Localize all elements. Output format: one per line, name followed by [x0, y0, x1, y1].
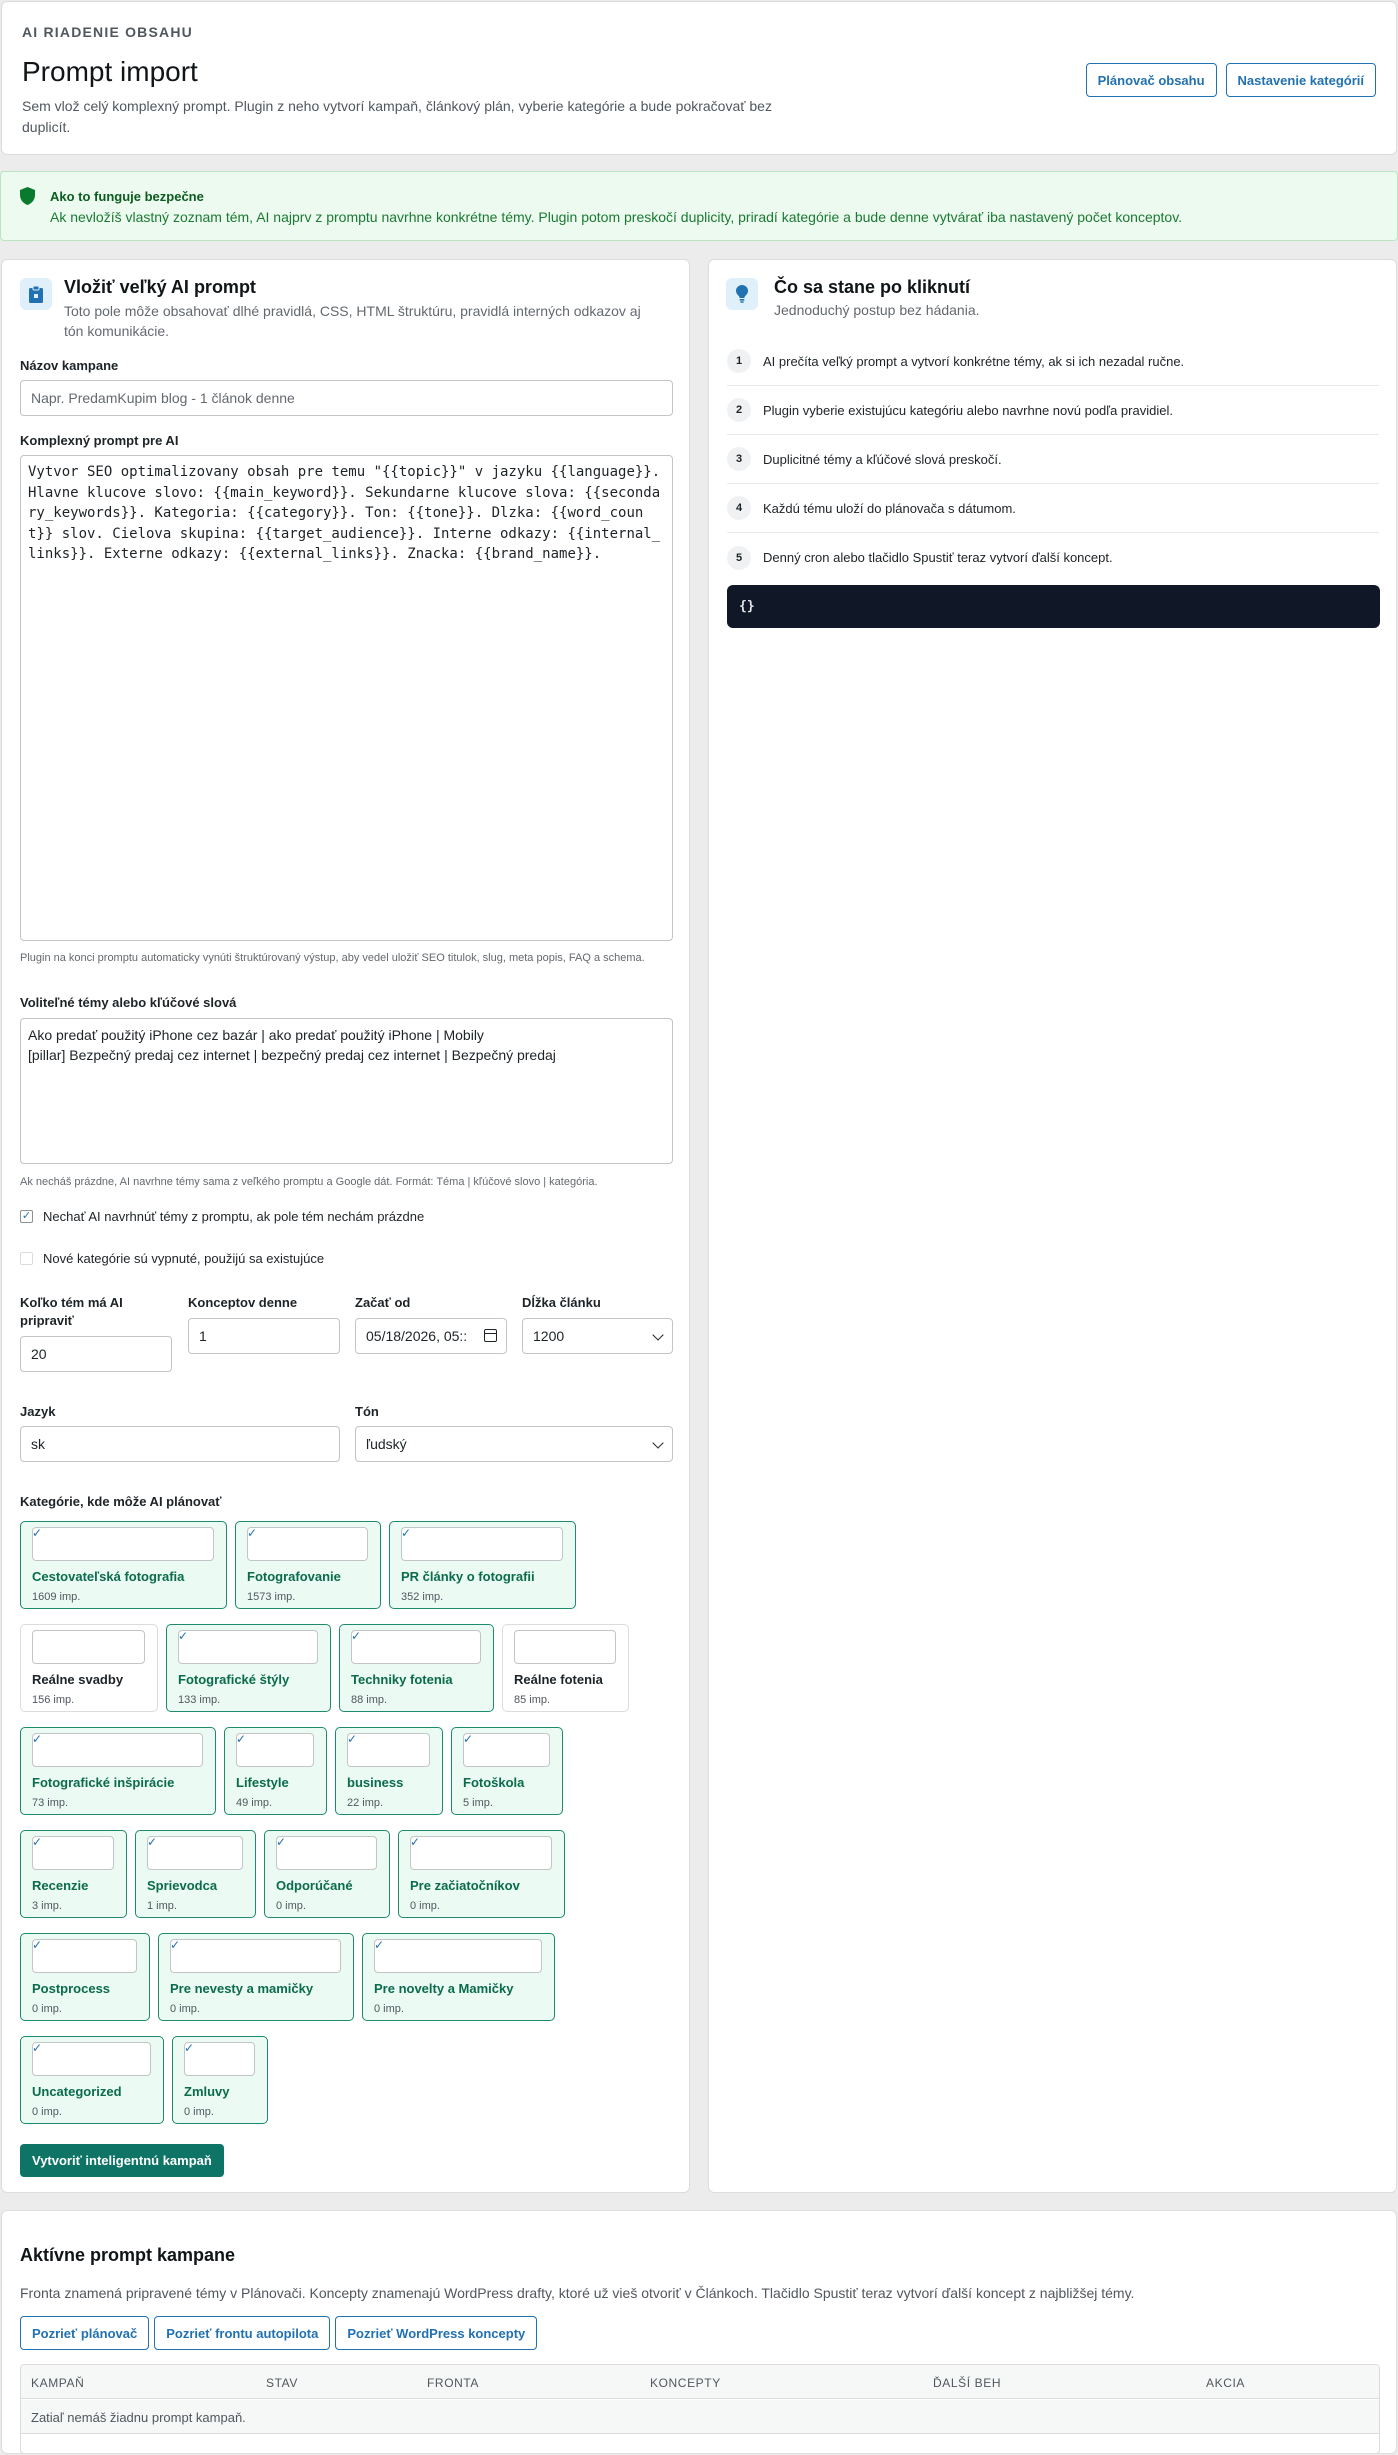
category-field[interactable] — [184, 2042, 255, 2076]
step-text: Duplicitné témy a kľúčové slová preskočí. — [763, 451, 1002, 467]
category-card[interactable] — [20, 1521, 227, 1609]
category-field[interactable] — [32, 1733, 203, 1767]
category-card[interactable] — [158, 1933, 354, 2021]
category-count: 1573 imp. — [247, 1591, 296, 1603]
page-header — [1, 1, 1397, 155]
column-next-run: ĎALŠÍ BEH — [933, 2376, 1002, 2390]
header-actions — [1086, 63, 1376, 97]
info-panel — [708, 259, 1397, 2193]
category-name: Sprievodca — [147, 1878, 218, 1893]
category-count: 49 imp. — [236, 1797, 273, 1809]
category-name: Fotografovanie — [247, 1569, 341, 1584]
category-field[interactable] — [347, 1733, 430, 1767]
check-icon: ✓ — [374, 1938, 385, 1952]
campaign-name-input[interactable]: Napr. PredamKupim blog - 1 článok denne — [20, 380, 673, 416]
category-card[interactable] — [172, 2036, 268, 2124]
category-name: Odporúčané — [276, 1878, 353, 1893]
category-card[interactable] — [20, 2036, 164, 2124]
notice-title: Ako to funguje bezpečne — [50, 189, 204, 204]
category-field[interactable] — [32, 1939, 137, 1973]
article-length-select[interactable] — [522, 1318, 673, 1354]
table-row — [21, 2400, 1379, 2434]
empty-message: Zatiaľ nemáš žiadnu prompt kampaň. — [31, 2410, 246, 2425]
start-date-label: Začať od — [355, 1295, 411, 1310]
topics-help: Ak necháš prázdne, AI navrhne témy sama z veľkého promptu a Google dát. Formát: Téma | kľúčové slovo | kategória. — [20, 1176, 598, 1188]
tone-value: ľudský — [366, 1436, 407, 1452]
topics-line: Ako predať použitý iPhone cez bazár | ako predať použitý iPhone | Mobily — [28, 1027, 484, 1043]
new-categories-checkbox[interactable] — [20, 1252, 33, 1265]
category-card[interactable] — [362, 1933, 555, 2021]
check-icon: ✓ — [351, 1629, 362, 1643]
category-card[interactable] — [224, 1727, 327, 1815]
category-name: Lifestyle — [236, 1775, 289, 1790]
category-count: 156 imp. — [32, 1694, 75, 1706]
category-name: Reálne fotenia — [514, 1672, 603, 1687]
check-icon: ✓ — [184, 2041, 195, 2055]
step-number: 2 — [727, 398, 751, 422]
campaigns-title: Aktívne prompt kampane — [20, 2245, 236, 2265]
notice-text: Ak nevložíš vlastný zoznam tém, AI najprv z promptu navrhne konkrétne témy. Plugin potom preskočí duplicity, priradí kategórie a bude denne vytvárať iba nastavený počet konceptov. — [50, 209, 1183, 225]
category-count: 0 imp. — [410, 1900, 440, 1912]
page-eyebrow: AI RIADENIE OBSAHU — [22, 24, 193, 40]
tone-select[interactable] — [355, 1426, 673, 1462]
category-card[interactable] — [20, 1624, 158, 1712]
step-text: Denný cron alebo tlačidlo Spustiť teraz vytvorí ďalší koncept. — [763, 550, 1113, 565]
category-field[interactable] — [463, 1733, 550, 1767]
category-count: 0 imp. — [170, 2003, 200, 2015]
step-text: AI prečíta veľký prompt a vytvorí konkrétne témy, ak si ich nezadal ručne. — [763, 353, 1185, 369]
prompt-form-panel — [1, 259, 690, 2193]
category-field[interactable] — [247, 1527, 368, 1561]
info-title: Čo sa stane po kliknutí — [774, 277, 971, 297]
safety-notice — [0, 171, 1398, 241]
table-header — [21, 2365, 1379, 2399]
daily-drafts-label: Konceptov denne — [188, 1295, 298, 1310]
category-count: 22 imp. — [347, 1797, 384, 1809]
new-categories-option[interactable] — [20, 1251, 324, 1266]
campaigns-table — [20, 2364, 1380, 2454]
view-autopilot-queue-button[interactable]: Pozrieť frontu autopilota — [154, 2316, 330, 2350]
step-text: Plugin vyberie existujúcu kategóriu alebo navrhne novú podľa pravidiel. — [763, 402, 1173, 418]
article-length-value: 1200 — [533, 1328, 565, 1344]
category-name: Fotografické inšpirácie — [32, 1775, 175, 1790]
column-action: AKCIA — [1206, 2376, 1246, 2390]
campaign-name-label: Názov kampane — [20, 358, 119, 373]
check-icon: ✓ — [32, 2041, 43, 2055]
page-title: Prompt import — [22, 56, 198, 87]
check-icon: ✓ — [247, 1526, 258, 1540]
article-length-label: Dĺžka článku — [522, 1295, 601, 1310]
category-count: 0 imp. — [374, 2003, 404, 2015]
step-number: 5 — [727, 546, 751, 570]
category-count: 1 imp. — [147, 1900, 177, 1912]
check-icon: ✓ — [236, 1732, 247, 1746]
category-count: 3 imp. — [32, 1900, 62, 1912]
lightbulb-icon — [726, 278, 758, 310]
ai-suggest-topics-option[interactable] — [20, 1209, 424, 1224]
category-count: 0 imp. — [32, 2106, 62, 2118]
category-card[interactable] — [20, 1933, 150, 2021]
category-field[interactable] — [351, 1630, 481, 1664]
step-number: 1 — [727, 349, 751, 373]
category-count: 0 imp. — [276, 1900, 306, 1912]
category-name: Cestovateľská fotografia — [32, 1569, 185, 1584]
category-card[interactable] — [20, 1727, 216, 1815]
column-campaign: KAMPAŇ — [31, 2376, 85, 2390]
category-count: 5 imp. — [463, 1797, 493, 1809]
check-icon: ✓ — [147, 1835, 158, 1849]
category-count: 1609 imp. — [32, 1591, 81, 1603]
prompt-help: Plugin na konci promptu automaticky vynúti štruktúrovaný výstup, aby vedel uložiť SEO titulok, slug, meta popis, FAQ a schema. — [20, 952, 645, 964]
chevron-down-icon — [652, 1329, 663, 1340]
category-name: Fotografické štýly — [178, 1672, 290, 1687]
campaigns-description: Fronta znamená pripravené témy v Plánovači. Koncepty znamenajú WordPress drafty, ktoré už vieš otvoriť v Článkoch. Tlačidlo Spustiť teraz vytvorí ďalší koncept z najbližšej témy. — [20, 2285, 1135, 2301]
topic-count-input[interactable]: 20 — [20, 1336, 172, 1372]
category-name: PR články o fotografii — [401, 1569, 535, 1584]
step-item — [727, 484, 1379, 533]
category-field[interactable] — [170, 1939, 341, 1973]
daily-drafts-input[interactable]: 1 — [188, 1318, 340, 1354]
step-text: Každú tému uloží do plánovača s dátumom. — [763, 500, 1016, 516]
category-count: 0 imp. — [184, 2106, 214, 2118]
category-settings-button[interactable]: Nastavenie kategórií — [1226, 63, 1376, 97]
language-input[interactable]: sk — [20, 1426, 340, 1462]
ai-suggest-topics-checkbox[interactable]: ✓ — [21, 1210, 32, 1222]
prompt-label: Komplexný prompt pre AI — [20, 433, 179, 448]
check-icon: ✓ — [463, 1732, 474, 1746]
code-output: {} — [727, 585, 1380, 628]
check-icon: ✓ — [276, 1835, 287, 1849]
category-card[interactable] — [502, 1624, 629, 1712]
new-categories-label: Nové kategórie sú vypnuté, použijú sa existujúce — [43, 1251, 325, 1266]
category-count: 85 imp. — [514, 1694, 551, 1706]
check-icon: ✓ — [170, 1938, 181, 1952]
step-number: 4 — [727, 496, 751, 520]
category-field[interactable] — [147, 1836, 243, 1870]
category-card[interactable] — [166, 1624, 331, 1712]
category-card[interactable] — [335, 1727, 443, 1815]
check-icon: ✓ — [401, 1526, 412, 1540]
category-field[interactable] — [514, 1630, 616, 1664]
categories-label: Kategórie, kde môže AI plánovať — [20, 1494, 222, 1509]
category-count: 133 imp. — [178, 1694, 221, 1706]
category-card[interactable] — [389, 1521, 576, 1609]
category-name: Pre nevesty a mamičky — [170, 1981, 314, 1996]
topics-line: [pillar] Bezpečný predaj cez internet | bezpečný predaj cez internet | Bezpečný predaj — [28, 1047, 556, 1063]
campaigns-actions — [20, 2316, 537, 2350]
category-name: Pre novelty a Mamičky — [374, 1981, 514, 1996]
topics-textarea[interactable] — [20, 1018, 673, 1164]
ai-suggest-topics-label: Nechať AI navrhnúť témy z promptu, ak pole tém nechám prázdne — [43, 1209, 425, 1224]
category-field[interactable] — [178, 1630, 318, 1664]
category-card[interactable] — [235, 1521, 381, 1609]
check-icon: ✓ — [32, 1835, 43, 1849]
check-icon: ✓ — [178, 1629, 189, 1643]
active-campaigns-panel — [1, 2210, 1397, 2454]
category-name: Postprocess — [32, 1981, 111, 1996]
step-item — [727, 386, 1379, 435]
step-number: 3 — [727, 447, 751, 471]
category-name: Zmluvy — [184, 2084, 230, 2099]
category-count: 0 imp. — [32, 2003, 62, 2015]
category-name: Techniky fotenia — [351, 1672, 453, 1687]
category-field[interactable] — [236, 1733, 314, 1767]
column-queue: FRONTA — [427, 2376, 480, 2390]
start-date-value: 05/18/2026, 05:: — [366, 1328, 468, 1344]
category-card[interactable] — [20, 1830, 127, 1918]
category-name: business — [347, 1775, 404, 1790]
check-icon: ✓ — [32, 1526, 43, 1540]
category-card[interactable] — [339, 1624, 494, 1712]
category-name: Recenzie — [32, 1878, 89, 1893]
category-field[interactable] — [401, 1527, 563, 1561]
category-card[interactable] — [264, 1830, 390, 1918]
category-field[interactable] — [32, 1527, 214, 1561]
category-card[interactable] — [398, 1830, 565, 1918]
check-icon: ✓ — [32, 1732, 43, 1746]
column-status: STAV — [266, 2376, 298, 2390]
tone-label: Tón — [355, 1404, 379, 1419]
category-name: Pre začiatočníkov — [410, 1878, 520, 1893]
category-name: Fotoškola — [463, 1775, 525, 1790]
chevron-down-icon — [652, 1437, 663, 1448]
step-item — [727, 337, 1379, 386]
category-field[interactable] — [374, 1939, 542, 1973]
category-count: 73 imp. — [32, 1797, 69, 1809]
category-card[interactable] — [451, 1727, 563, 1815]
calendar-icon[interactable] — [484, 1329, 497, 1342]
category-field[interactable] — [32, 1630, 145, 1664]
category-name: Uncategorized — [32, 2084, 122, 2099]
topic-count-label: Koľko tém má AI pripraviť — [20, 1295, 123, 1328]
category-field[interactable] — [32, 1836, 114, 1870]
column-drafts: KONCEPTY — [650, 2376, 721, 2390]
start-date-input[interactable] — [355, 1318, 507, 1354]
form-description: Toto pole môže obsahovať dlhé pravidlá, CSS, HTML štruktúru, pravidlá interných odkazov aj tón komunikácie. — [64, 303, 641, 339]
category-field[interactable] — [276, 1836, 377, 1870]
content-planner-button[interactable]: Plánovač obsahu — [1086, 63, 1217, 97]
step-item — [727, 533, 1379, 582]
step-item — [727, 435, 1379, 484]
shield-icon — [20, 187, 35, 205]
info-description: Jednoduchý postup bez hádania. — [774, 302, 980, 318]
check-icon: ✓ — [347, 1732, 358, 1746]
prompt-textarea[interactable]: Vytvor SEO optimalizovany obsah pre temu "{{topic}}" v jazyku {{language}}. Hlavne klucove slovo: {{main_keyword}}. Sekundarne klucove slova: {{secondary_keywords}}. Kategoria: {{category}}. Ton: {{tone}}. Dlzka: {{word_count}} slov. Cielova skupina: {{target_audience}}. Interne odkazy: {{internal_links}}. Externe odkazy: {{external_links}}. Znacka: {{brand_name}}. — [20, 455, 673, 941]
category-card[interactable] — [135, 1830, 256, 1918]
category-name: Reálne svadby — [32, 1672, 124, 1687]
view-wordpress-drafts-button[interactable]: Pozrieť WordPress koncepty — [335, 2316, 537, 2350]
category-count: 352 imp. — [401, 1591, 444, 1603]
topics-label: Voliteľné témy alebo kľúčové slová — [20, 995, 237, 1010]
language-label: Jazyk — [20, 1404, 56, 1419]
check-icon: ✓ — [410, 1835, 421, 1849]
create-campaign-button[interactable]: Vytvoriť inteligentnú kampaň — [20, 2144, 224, 2177]
check-icon: ✓ — [32, 1938, 43, 1952]
category-field[interactable] — [32, 2042, 151, 2076]
form-title: Vložiť veľký AI prompt — [64, 277, 256, 297]
category-count: 88 imp. — [351, 1694, 388, 1706]
view-planner-button[interactable]: Pozrieť plánovač — [20, 2316, 149, 2350]
category-field[interactable] — [410, 1836, 552, 1870]
page-subtitle: Sem vlož celý komplexný prompt. Plugin z neho vytvorí kampaň, článkový plán, vyberie kategórie a bude pokračovať bez duplicít. — [22, 98, 772, 135]
clipboard-icon — [20, 278, 52, 310]
